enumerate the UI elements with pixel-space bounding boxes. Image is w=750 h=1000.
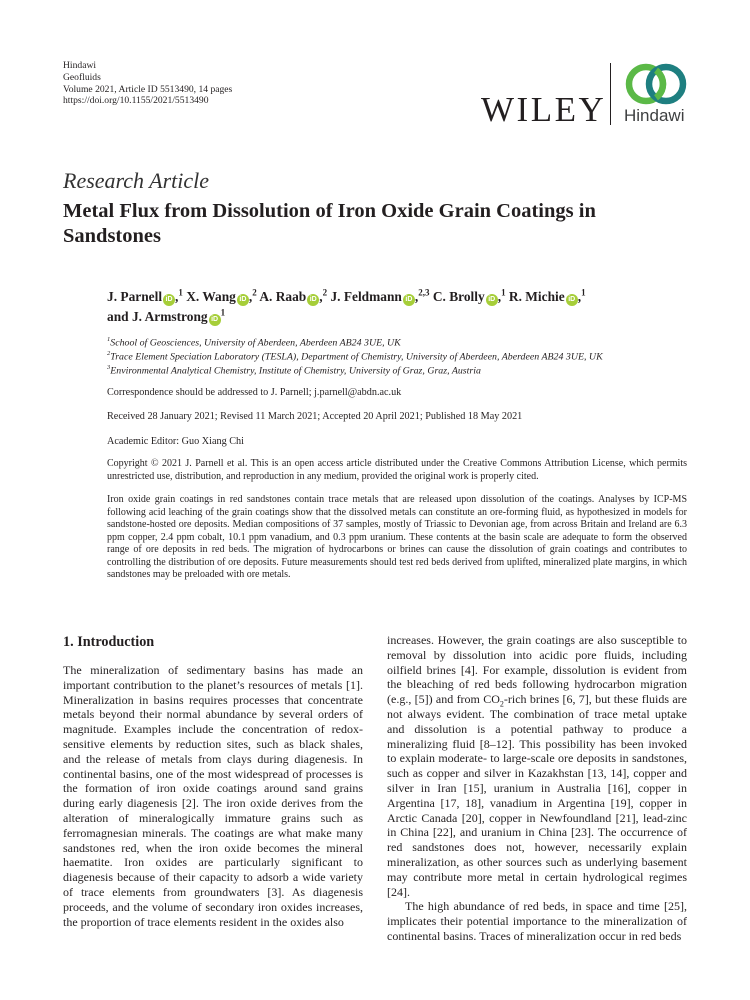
- orcid-icon[interactable]: iD: [237, 294, 249, 306]
- logo-divider: [610, 63, 611, 125]
- author-name[interactable]: J. Parnell: [107, 289, 163, 304]
- left-column: [63, 663, 363, 929]
- journal-meta: [63, 60, 232, 107]
- copyright-notice: Copyright © 2021 J. Parnell et al. This is an open access article distributed under the Creative Commons Attribution License, which permits unrestricted use, distribution, and reproduction in any medium, provided the original work is properly cited.: [107, 458, 687, 482]
- academic-editor: Academic Editor: Guo Xiang Chi: [107, 436, 244, 447]
- doi-link[interactable]: https://doi.org/10.1155/2021/5513490: [63, 95, 209, 107]
- author-name[interactable]: R. Michie: [508, 289, 565, 304]
- body-paragraph: [387, 633, 687, 899]
- author-affiliation: 2,3: [418, 287, 430, 298]
- orcid-icon[interactable]: iD: [566, 294, 578, 306]
- paragraph-text: increases. However, the grain coatings are also susceptible to removal by dissolution into acidic pore fluids, including oilfield brines [4]. For example, dissolution is evident from the bleaching of red beds following hydrocarbon migration (e.g., [5]) and from CO: [387, 633, 687, 707]
- article-title: Metal Flux from Dissolution of Iron Oxide Grain Coatings in Sandstones: [63, 200, 596, 247]
- wiley-logo: WILEY: [481, 90, 607, 129]
- orcid-icon[interactable]: iD: [486, 294, 498, 306]
- abstract: Iron oxide grain coatings in red sandstones contain trace metals that are released upon dissolution of the coatings. Analyses by ICP-MS following acid leaching of the grain coatings show that the dissolved metals can constitute an ore-forming fluid, as hypothesized in models for sandstone-hosted ore deposits. Median compositions of 37 samples, mostly of Triassic to Devonian age, from across Britain and Ireland are 6.3 ppm copper, 2.4 ppm cobalt, 10.1 ppm vanadium, and 0.3 ppm uranium. These contents at the basin scale are adequate to form the observed range of ore deposits in red beds. The migration of hydrocarbons or brines can cause the dissolution of grain coatings and contributes to controlling the distribution of ore deposits. Future measurements should test red beds derived from uplifted, mineralized plate margins, in which sandstones may be preloaded with ore metals.: [107, 494, 687, 580]
- affiliation-3: [107, 361, 697, 377]
- paragraph-text: -rich brines [6, 7], but these fluids are not always evident. The combination of trace metal uptake and dissolution is a potential pathway to produce a mineralizing fluid [8–12]. This possibility has been invoked to explain moderate- to large-scale ore deposits in sandstones, such as copper and silver in Kazakhstan [13, 14], copper and silver in Iran [15], uranium in Australia [16], copper in Argentina [17, 18], vanadium in Argentina [19], copper in Arctic Canada [20], copper in Newfoundland [21], lead-zinc in China [22], and uranium in China [23]. The occurrence of red sandstones does not, however, necessarily explain mineralization, as other sources such as underlying basement may contribute more metal in certain hydrological regimes [24].: [387, 692, 687, 899]
- orcid-icon[interactable]: iD: [403, 294, 415, 306]
- affiliation-text: Environmental Analytical Chemistry, Institute of Chemistry, University of Graz, Graz, Austria: [110, 365, 481, 377]
- author-list: J. Parnell iD ,$^1$ X. Wang iD ,$^2$ A. Raab iD ,$^2$ J. Feldmann iD ,$^{2,3}$ C. Brolly iD ,$^1$ R. Michie iD ,$^1$ and J. Armstrong $iD^1$: [107, 287, 586, 324]
- orcid-icon[interactable]: iD: [163, 294, 175, 306]
- author-affiliation: 1: [178, 287, 183, 298]
- section-heading: 1. Introduction: [63, 634, 155, 650]
- volume-line: Volume 2021, Article ID 5513490, 14 pages: [63, 83, 233, 95]
- author-affiliation: 2: [252, 287, 257, 298]
- author-name[interactable]: C. Brolly: [432, 289, 485, 304]
- author-connector: and: [107, 308, 129, 324]
- affiliation-number: 3: [107, 364, 111, 371]
- publisher-name: Hindawi: [63, 60, 97, 71]
- subscript: 2: [499, 699, 504, 709]
- author-name[interactable]: J. Feldmann: [330, 289, 402, 304]
- orcid-icon[interactable]: iD: [209, 314, 221, 326]
- body-paragraph: The high abundance of red beds, in space and time [25], implicates their potential importance to the mineralization of continental basins. Traces of mineralization occur in red beds: [387, 899, 687, 943]
- author-affiliation: 1: [501, 287, 506, 298]
- author-affiliation: 1: [581, 287, 586, 298]
- hindawi-rings-icon: [622, 62, 690, 106]
- affiliation-text: Trace Element Speciation Laboratory (TESLA), Department of Chemistry, University of Aberdeen, Aberdeen AB24 3UE, UK: [110, 351, 603, 363]
- journal-name: Geofluids: [63, 71, 101, 83]
- hindawi-wordmark: Hindawi: [624, 106, 685, 125]
- correspondence: Correspondence should be addressed to J. Parnell; j.parnell@abdn.ac.uk: [107, 387, 402, 398]
- article-type: Research Article: [63, 168, 210, 193]
- orcid-icon[interactable]: iD: [307, 294, 319, 306]
- author-affiliation: 2: [322, 287, 328, 298]
- author-name[interactable]: X. Wang: [186, 289, 236, 304]
- author-name[interactable]: J. Armstrong: [131, 308, 208, 324]
- affiliation-number: 2: [107, 350, 111, 357]
- affiliation-text: School of Geosciences, University of Aberdeen, Aberdeen AB24 3UE, UK: [110, 337, 401, 349]
- author-affiliation: 1: [220, 307, 226, 318]
- publication-dates: Received 28 January 2021; Revised 11 March 2021; Accepted 20 April 2021; Published 18 May 2021: [107, 411, 523, 422]
- right-column: [387, 633, 687, 944]
- affiliation-number: 1: [107, 336, 111, 343]
- body-paragraph: The mineralization of sedimentary basins has made an important contribution to the planet’s resources of metals [1]. Mineralization in basins requires processes that concentrate metals beyond their normal abundance by several orders of magnitude. Examples include the concentration of redox-sensitive elements by reduction sites, such as black shales, and the release of metals from clays during diagenesis. In continental basins, one of the most widespread of processes is the formation of iron oxide coatings around sand grains during early diagenesis [2]. The iron oxide derives from the alteration of mineralogically immature grains such as ferromagnesian minerals. The coatings are what make many sandstones red, when the iron oxide becomes the mineral haematite. Iron oxides are particularly significant to diagenesis because of their capacity to adsorb a wide variety of trace elements from groundwaters [3]. As diagenesis proceeds, and the volume of secondary iron oxides increases, the proportion of trace elements resident in the oxides also: [63, 663, 363, 929]
- author-name[interactable]: A. Raab: [259, 289, 307, 304]
